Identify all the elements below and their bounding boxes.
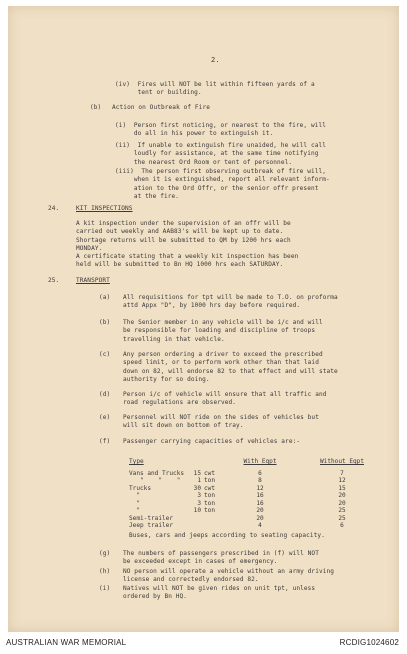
capacity-note: Buses, cars and jeeps according to seating capacity. [129, 532, 325, 539]
table-row: " 3 ton 16 20 [129, 499, 346, 507]
table-row: Vans and Trucks 15 cwt 6 7 [129, 469, 344, 477]
transport-e-text: Personnel will NOT ride on the sides of vehicles but will sit down on bottom of tray. [123, 414, 319, 430]
transport-f-text: Passenger carrying capacities of vehicles are:- [123, 438, 301, 445]
transport-d-label: (d) [99, 391, 111, 398]
transport-b-text: The Senior member in any vehicle will be i/c and will be responsible for loading and discipline of troops travelling in that vehicle. [123, 319, 323, 343]
fire-rule-iv: (iv) Fires will NOT be lit within fifteen yards of a tent or building. [115, 81, 315, 97]
transport-i-label: (i) [99, 585, 111, 592]
fire-item-2: (ii) If unable to extinguish fire unaided, he will call loudly for assistance, at the same time notifying the nearest Ord Room or tent of personnel. [115, 142, 327, 166]
section-24-number: 24. [48, 205, 60, 212]
transport-e-label: (e) [99, 414, 111, 421]
header-type: Type [129, 458, 144, 465]
table-row: Jeep trailer 4 6 [129, 522, 344, 529]
page-number: 2. [211, 56, 220, 64]
section-b-heading: Action on Outbreak of Fire [112, 104, 210, 111]
table-row: " " " 1 ton 8 12 [129, 477, 346, 484]
transport-i-text: Natives will NOT be given rides on unit tpt, unless ordered by Bn HQ. [123, 585, 316, 601]
vehicle-capacity-table [129, 458, 366, 530]
transport-a-text: All requisitions for tpt will be made to T.O. on proforma attd Appx "D", by 1000 hrs day before required. [123, 294, 338, 310]
header-with-eqpt: With Eqpt [243, 458, 277, 465]
table-row: " 10 ton 20 25 [129, 507, 346, 514]
transport-h-text: NO person will operate a vehicle without an army driving license and correctedly endorsed 82. [123, 568, 335, 584]
section-25-number: 25. [48, 277, 60, 284]
transport-f-label: (f) [99, 438, 111, 445]
document-page [8, 6, 399, 632]
capacity-header-row [129, 458, 366, 466]
footer-archive-name: AUSTRALIAN WAR MEMORIAL [6, 638, 127, 647]
transport-c-label: (c) [99, 351, 111, 358]
transport-h-label: (h) [99, 568, 111, 575]
table-row: " 3 ton 16 20 [129, 492, 346, 499]
transport-b-label: (b) [99, 319, 111, 326]
transport-a-label: (a) [99, 294, 111, 301]
section-b-label: (b) [90, 104, 102, 111]
table-row: Trucks 30 cwt 12 15 [129, 484, 346, 492]
transport-g-label: (g) [99, 550, 111, 557]
table-row: Semi-trailer 20 25 [129, 514, 346, 522]
section-25-heading: TRANSPORT [76, 277, 110, 284]
transport-d-text: Person i/c of vehicle will ensure that all traffic and road regulations are observed. [123, 391, 327, 407]
section-24-heading: KIT INSPECTIONS [76, 205, 133, 212]
kit-paragraph-2: A certificate stating that a weekly kit inspection has been held will be submitted to Bn HQ 1000 hrs each SATURDAY. [76, 253, 299, 269]
kit-paragraph-1: A kit inspection under the supervision of an offr will be carried out weekly and AAB83's will be kept up to date. Shortage returns will be submitted to QM by 1200 hrs each MONDAY. [76, 220, 291, 252]
fire-item-3: (iii) The person first observing outbreak of fire will, when it is extinguished, report all relevant inform- ation to the Ord Offr, or the senior offr present at the fire. [115, 168, 330, 200]
fire-item-1: (i) Person first noticing, or nearest to the fire, will do all in his power to extinguish it. [115, 122, 327, 138]
footer-record-id: RCDIG1024602 [339, 638, 399, 647]
transport-c-text: Any person ordering a driver to exceed the prescribed speed limit, or to perform work other than that laid down on 82, will endorse 82 to that effect and will state authority for so doing. [123, 351, 338, 383]
transport-g-text: The numbers of passengers prescribed in (f) will NOT be exceeded except in cases of emergency. [123, 550, 319, 566]
header-without-eqpt: Without Eqpt [319, 458, 365, 465]
